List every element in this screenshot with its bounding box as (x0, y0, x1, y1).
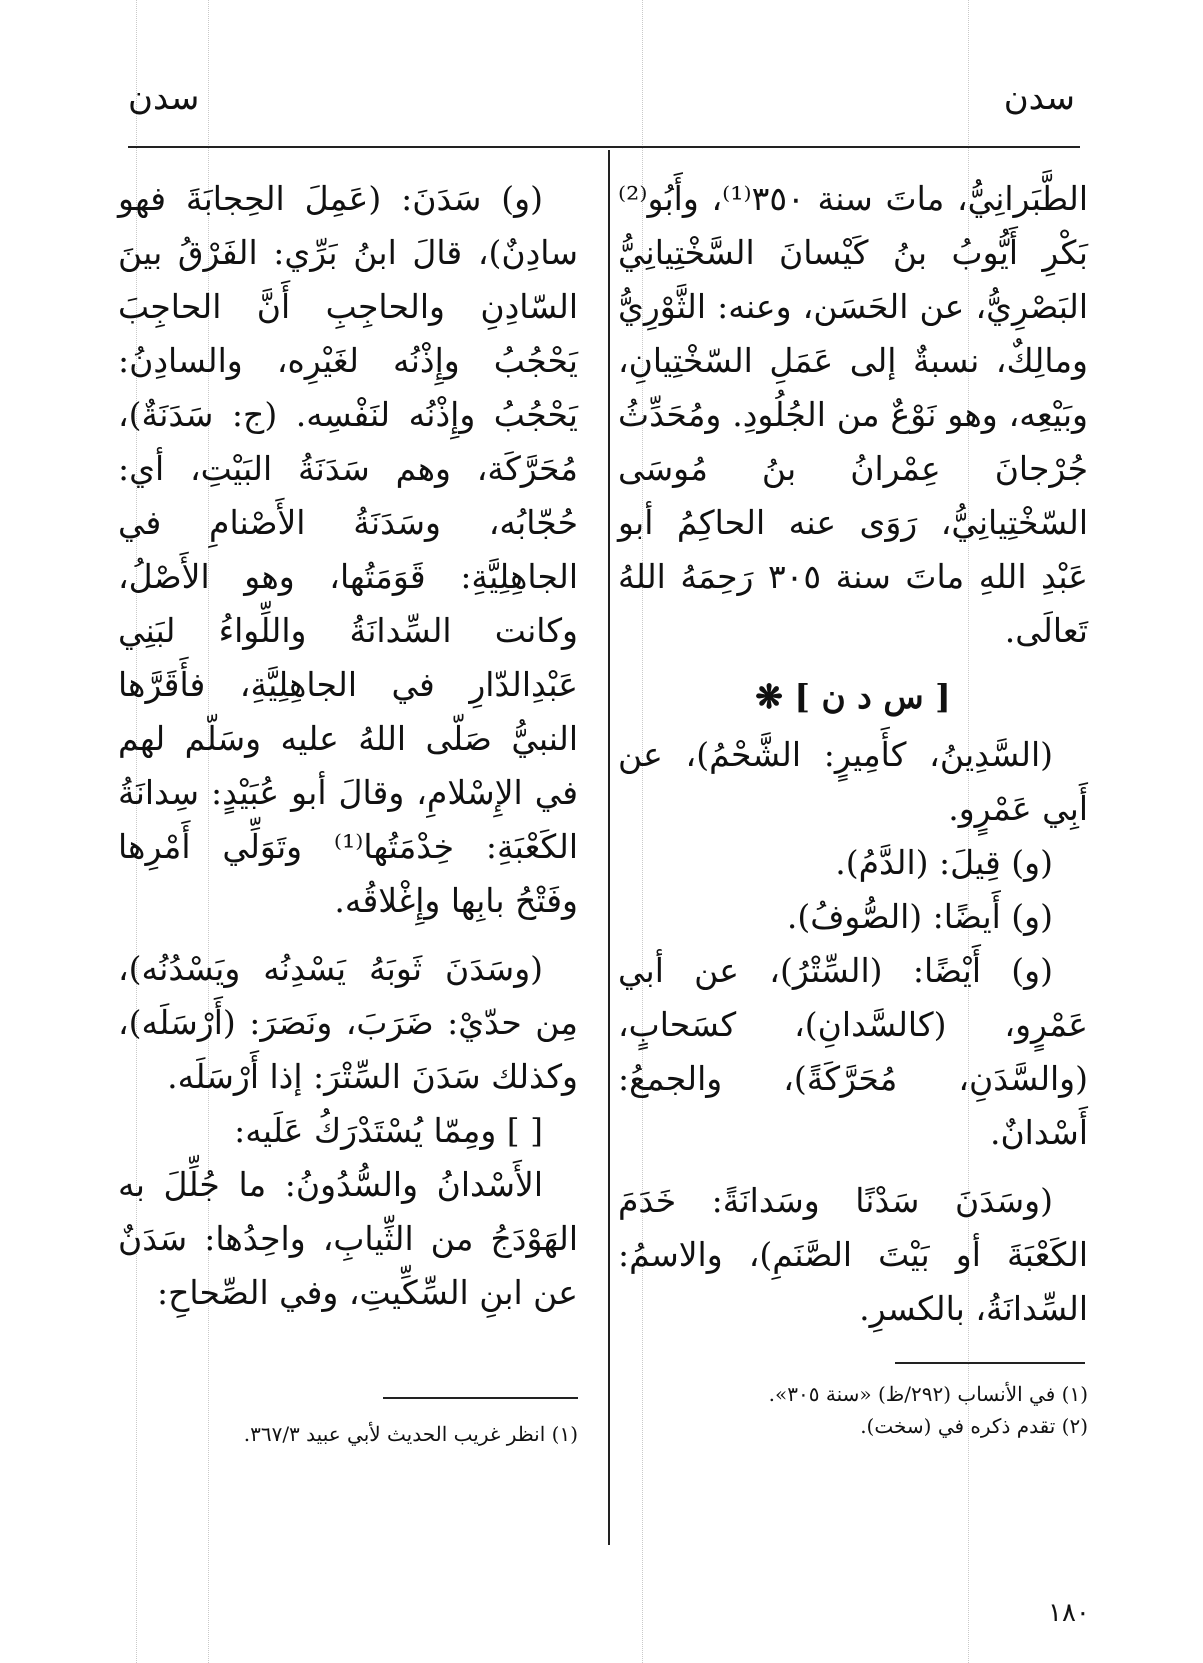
entry-paragraph: (و) أَيضًا: (الصُّوفُ). (786, 897, 1053, 936)
entry-paragraph: (وسَدَنَ سَدْنًا وسَدانَةً: خَدَمَ الكَعْبَةَ أو بَيْتَ الصَّنَمِ)، والاسمُ: السِّدانَةُ، بالكسرِ. (618, 1181, 1088, 1328)
paragraph: [ ] ومِمّا يُسْتَدْرَكُ عَلَيه: (234, 1111, 543, 1150)
footnote: (١) انظر غريب الحديث لأبي عبيد ٣٦٧/٣. (243, 1422, 578, 1446)
footnote: (٢) تقدم ذكره في (سخت). (860, 1414, 1088, 1438)
column-divider (608, 150, 610, 1545)
right-column (618, 172, 1088, 1336)
entry-paragraph: (السَّدِينُ، كأَمِيرٍ: الشَّحْمُ)، عن أَبِي عَمْرٍو. (618, 735, 1088, 828)
footnote-rule-right (895, 1362, 1085, 1364)
paragraph: (وسَدَنَ ثَوبَهُ يَسْدِنُه ويَسْدُنُه)، مِن حدّيْ: ضَرَبَ، ونَصَرَ: (أَرْسَلَه)، وكذلك سَدَنَ السِّتْرَ: إذا أَرْسَلَه. (118, 949, 578, 1096)
paragraph: الطَّبَرانِيُّ، ماتَ سنة ٣٥٠⁽¹⁾، وأَبُو⁽²⁾ بَكْرِ أَيُّوبُ بنُ كَيْسانَ السَّخْتِيانِيُّ البَصْرِيُّ، عن الحَسَن، وعنه: الثَّوْرِيُّ ومالِكٌ، نسبةٌ إلى عَمَلِ السّخْتِيانِ، وبَيْعِه، وهو نَوْعٌ من الجُلُودِ. ومُحَدِّثُ جُرْجانَ عِمْرانُ بنُ مُوسَى السّخْتِيانِيُّ، رَوَى عنه الحاكِمُ أبو عَبْدِ اللهِ ماتَ سنة ٣٠٥ رَحِمَهُ اللهُ تَعالَى. (618, 179, 1089, 650)
footnotes-right (618, 1378, 1088, 1442)
header-rule (128, 146, 1080, 148)
footnotes-left (118, 1418, 578, 1450)
entry-paragraph: (و) قِيلَ: (الدَّمُ). (835, 843, 1053, 882)
paragraph: (و) سَدَنَ: (عَمِلَ الحِجابَةَ فهو سادِنٌ)، قالَ ابنُ بَرِّي: الفَرْقُ بينَ السّادِنِ والحاجِبِ أَنَّ الحاجِبَ يَحْجُبُ وإِذْنُه لغَيْرِه، والسادِنُ: يَحْجُبُ وإِذْنُه لنَفْسِه. (ج: سَدَنَةٌ)، مُحَرَّكَة، وهم سَدَنَةُ البَيْتِ، أي: حُجّابُه، وسَدَنَةُ الأَصْنامِ في الجاهِلِيَّةِ: قَوَمَتُها، وهو الأَصْلُ، وكانت السِّدانَةُ واللِّواءُ لبَنِي عَبْدِالدّارِ في الجاهِلِيَّةِ، فأَقَرَّها النبيُّ صَلّى اللهُ عليه وسَلّم لهم في الإِسْلامِ، وقالَ أبو عُبَيْدٍ: سِدانَةُ الكَعْبَةِ: خِدْمَتُها⁽¹⁾ وتَوَلِّي أَمْرِها وفَتْحُ بابِها وإِغْلاقُه. (118, 179, 578, 920)
page-number: ١٨٠ (1048, 1598, 1090, 1628)
entry-paragraph: (و) أَيْضًا: (السِّتْرُ)، عن أبي عَمْرٍو، (كالسَّدانِ)، كسَحابٍ، (والسَّدَنِ، مُحَرَّكَةً)، والجمعُ: أَسْدانٌ. (618, 951, 1088, 1152)
paragraph: الأَسْدانُ والسُّدُونُ: ما جُلِّلَ به الهَوْدَجُ من الثِّيابِ، واحِدُها: سَدَنٌ عن ابنِ السِّكِّيتِ، وفي الصِّحاحِ: (118, 1165, 578, 1312)
footnote: (١) في الأنساب (٢٩٢/ظ) «سنة ٣٠٥». (768, 1382, 1088, 1406)
running-header-right: سدن (1003, 78, 1075, 118)
footnote-rule-left (383, 1397, 578, 1399)
running-header-left: سدن (128, 78, 200, 118)
entry-heading: [ س د ن ] ❋ (755, 677, 951, 716)
left-column (118, 172, 578, 1320)
